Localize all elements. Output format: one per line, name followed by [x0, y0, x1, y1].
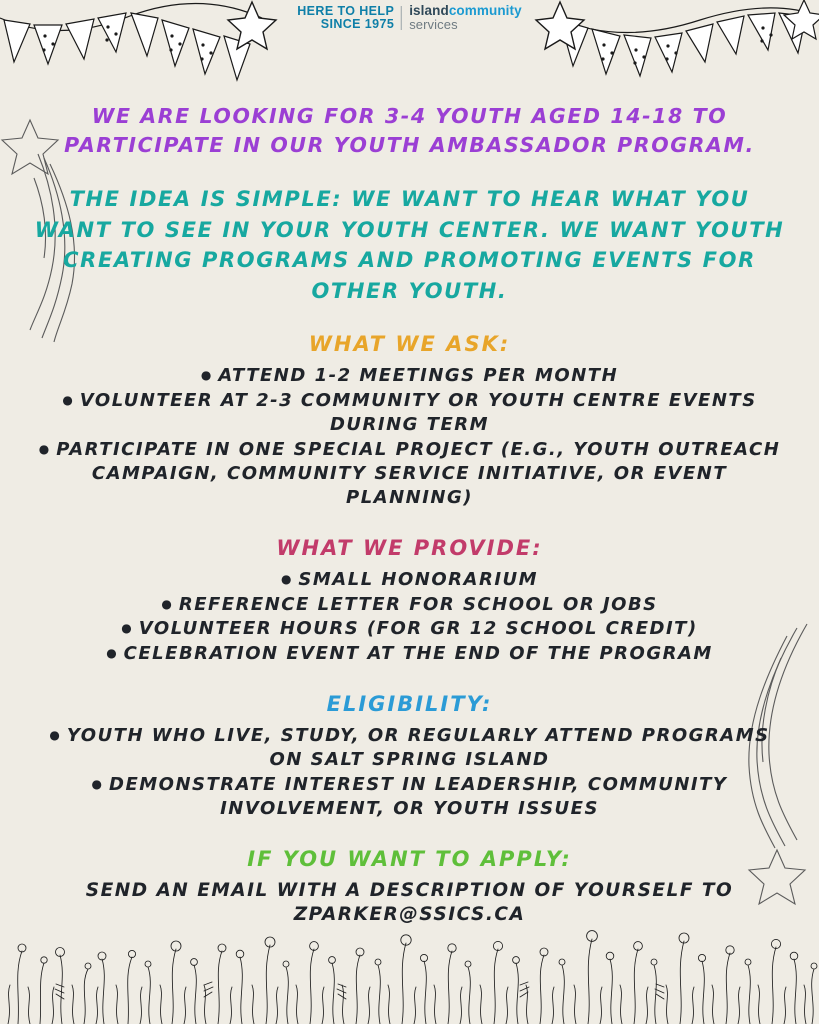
logo-brand	[409, 4, 522, 32]
bullet-icon: ●	[38, 441, 50, 456]
apply-instructions: SEND AN EMAIL WITH A DESCRIPTION OF YOURSELF TO ZPARKER@SSICS.CA	[85, 880, 734, 926]
logo-brand-community: community	[448, 3, 522, 18]
bullet-icon: ●	[200, 367, 212, 382]
list-item	[34, 617, 785, 641]
list-item-text: DEMONSTRATE INTEREST IN LEADERSHIP, COMMUNITY INVOLVEMENT, OR YOUTH ISSUES	[109, 774, 728, 820]
list-item	[34, 642, 785, 666]
list-item-text: CELEBRATION EVENT AT THE END OF THE PROGRAM	[123, 643, 713, 665]
section-heading-apply: IF YOU WANT TO APPLY:	[247, 847, 572, 872]
idea-paragraph: THE IDEA IS SIMPLE: WE WANT TO HEAR WHAT YOU WANT TO SEE IN YOUR YOUTH CENTER. WE WANT YOUTH CREATING PROGRAMS AND PROMOTING EVENTS FOR OTHER YOUTH.	[34, 187, 785, 303]
intro-paragraph: WE ARE LOOKING FOR 3-4 YOUTH AGED 14-18 TO PARTICIPATE IN OUR YOUTH AMBASSADOR PROGRAM.	[64, 104, 755, 158]
list-item-text: YOUTH WHO LIVE, STUDY, OR REGULARLY ATTEND PROGRAMS ON SALT SPRING ISLAND	[66, 725, 770, 771]
bullet-icon: ●	[280, 571, 292, 586]
section-heading-what-we-provide: WHAT WE PROVIDE:	[276, 535, 543, 560]
list-item	[34, 364, 785, 388]
list-item-text: VOLUNTEER AT 2-3 COMMUNITY OR YOUTH CENTRE EVENTS DURING TERM	[79, 389, 757, 435]
list-item-text: PARTICIPATE IN ONE SPECIAL PROJECT (E.G., YOUTH OUTREACH CAMPAIGN, COMMUNITY SERVICE INITIATIVE, OR EVENT PLANNING)	[56, 438, 781, 508]
bullet-icon: ●	[121, 621, 132, 636]
bullet-icon: ●	[106, 646, 117, 661]
poster-content	[0, 92, 819, 927]
logo-divider	[401, 6, 402, 30]
logo-brand-island: island	[409, 3, 449, 18]
list-eligibility	[34, 724, 785, 821]
logo-tagline-line1: HERE TO HELP	[297, 4, 395, 19]
list-item-text: VOLUNTEER HOURS (FOR GR 12 SCHOOL CREDIT)	[138, 618, 698, 640]
list-item-text: SMALL HONORARIUM	[298, 568, 539, 590]
bullet-icon: ●	[62, 392, 73, 407]
list-what-we-provide	[34, 568, 785, 667]
list-item	[34, 773, 785, 821]
section-heading-what-we-ask: WHAT WE ASK:	[308, 331, 511, 356]
bullet-icon: ●	[161, 596, 172, 611]
logo-tagline	[297, 5, 394, 31]
organization-logo	[297, 4, 522, 32]
list-item	[34, 389, 785, 437]
list-item	[34, 568, 785, 592]
section-heading-eligibility: ELIGIBILITY:	[326, 692, 493, 717]
list-item-text: ATTEND 1-2 MEETINGS PER MONTH	[218, 364, 619, 386]
bullet-icon: ●	[49, 728, 60, 743]
list-item	[34, 438, 785, 510]
list-item	[34, 593, 785, 617]
list-what-we-ask	[34, 364, 785, 510]
bullet-icon: ●	[91, 777, 103, 792]
list-item-text: REFERENCE LETTER FOR SCHOOL OR JOBS	[178, 593, 658, 615]
list-item	[34, 724, 785, 772]
logo-brand-services: services	[409, 17, 458, 33]
logo-tagline-line2: SINCE 1975	[320, 16, 395, 31]
